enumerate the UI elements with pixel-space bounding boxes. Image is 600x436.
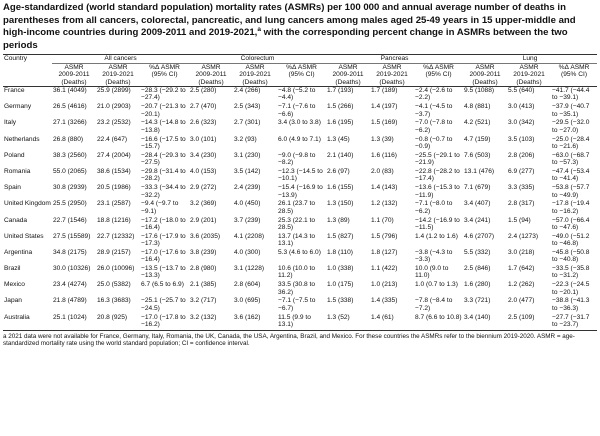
country-cell: United Kingdom xyxy=(4,200,51,208)
pct-change-cell: 1.4 (1.2 to 1.6) xyxy=(415,232,458,240)
pct-change-cell: −15.4 (−16.9 to −13.9) xyxy=(278,184,323,199)
table-header xyxy=(3,55,597,87)
pct-change-cell: −7.8 (−8.4 to −7.2) xyxy=(415,297,453,312)
pct-change-cell: −25.5 (−29.1 to −21.9) xyxy=(415,151,460,167)
asmr-cell: 1.0 (175) xyxy=(327,281,354,289)
asmr-cell: 3.8 (239) xyxy=(190,248,217,256)
asmr-cell: 20.5 (1986) xyxy=(97,184,131,192)
asmr-cell: 1.3 (52) xyxy=(326,314,370,331)
asmr-cell: 1.5 (94) xyxy=(508,216,531,224)
asmr-cell: 1.1 (422) xyxy=(371,265,398,273)
pct-change-cell: −9.0 (−9.8 to −8.2) xyxy=(278,151,316,167)
pct-change-cell: −17.0 (−17.6 to −16.4) xyxy=(141,248,186,264)
pct-change-cell: −57.0 (−66.4 to −47.6) xyxy=(552,216,590,231)
country-cell: Germany xyxy=(4,103,32,111)
asmr-cell: 3.5 (142) xyxy=(234,167,261,175)
pct-change-cell: −4.1 (−4.5 to −3.7) xyxy=(415,103,453,118)
asmr-cell: 9.5 (1088) xyxy=(464,87,495,94)
header-asmr: ASMR xyxy=(382,63,402,71)
asmr-cell: 2.7 (301) xyxy=(234,119,261,127)
pct-change-cell: −29.5 (−32.0 to −27.0) xyxy=(552,119,590,134)
asmr-cell: 2.4 (239) xyxy=(234,184,261,192)
pct-change-cell: −63.0 (−68.7 to −57.3) xyxy=(552,151,590,167)
header-blank xyxy=(140,79,189,87)
asmr-cell: 1.4 (61) xyxy=(370,314,414,331)
asmr-cell: 26.8 (880) xyxy=(53,135,84,143)
asmr-cell: 30.0 (10326) xyxy=(53,265,91,273)
asmr-cell: 1.0 (338) xyxy=(327,265,354,273)
pct-change-cell: −12.3 (−14.5 to −10.1) xyxy=(278,167,323,183)
header-pct-change: %Δ ASMR xyxy=(423,63,454,71)
asmr-cell: 2.5 (109) xyxy=(507,314,551,331)
country-cell: Canada xyxy=(4,216,28,224)
asmr-cell: 25.5 (2950) xyxy=(53,200,87,208)
asmr-cell: 1.4 (197) xyxy=(371,103,398,111)
asmr-cell: 3.4 (230) xyxy=(190,151,217,159)
asmr-cell: 3.0 (413) xyxy=(508,103,535,111)
pct-change-cell: −41.7 (−44.4 to −39.1) xyxy=(552,87,590,102)
header-deaths: (Deaths) xyxy=(233,79,277,87)
pct-change-cell: −7.0 (−7.8 to −6.2) xyxy=(415,119,453,134)
pct-change-cell: 13.7 (14.3 to 13.1) xyxy=(278,232,316,248)
pct-change-cell: 5.3 (4.6 to 6.0) xyxy=(278,248,321,256)
pct-change-cell: −47.4 (−53.4 to −41.4) xyxy=(552,167,590,183)
asmr-cell: 4.1 (2208) xyxy=(234,232,265,240)
header-blank xyxy=(414,79,463,87)
asmr-cell: 3.3 (335) xyxy=(508,184,535,192)
pct-change-cell: 3.4 (3.0 to 3.8) xyxy=(278,119,321,127)
header-pct-change: %Δ ASMR xyxy=(149,63,180,71)
asmr-cell: 2.5 (280) xyxy=(190,87,217,94)
country-cell: Australia xyxy=(3,314,52,331)
pct-change-cell: −4.8 (−5.2 to −4.4) xyxy=(278,87,316,102)
asmr-cell: 38.3 (2560) xyxy=(53,151,87,159)
pct-change-cell: −22.3 (−24.5 to −20.1) xyxy=(552,281,590,296)
header-period-2009-2011: 2009-2011 xyxy=(195,71,227,79)
country-cell: Argentina xyxy=(4,248,33,256)
pct-change-cell: −13.5 (−13.7 to −13.3) xyxy=(141,265,186,280)
asmr-cell: 1.7 (642) xyxy=(508,265,535,273)
table-title xyxy=(3,2,597,52)
asmr-cell: 1.3 (39) xyxy=(371,135,394,143)
pct-change-cell: −33.5 (−35.8 to −31.2) xyxy=(552,265,590,280)
asmr-cell: 3.2 (369) xyxy=(190,200,217,208)
pct-change-cell: −3.8 (−4.3 to −3.3) xyxy=(415,248,453,264)
country-cell: Poland xyxy=(4,151,25,159)
asmr-cell: 2.9 (272) xyxy=(190,184,217,192)
table-body xyxy=(3,87,597,331)
asmr-cell: 4.8 (881) xyxy=(464,103,491,111)
asmr-cell: 1.6 (155) xyxy=(327,184,354,192)
table-footnote: a 2021 data were not available for France, Germany, Italy, Romania, the UK, Canada, the USA, Argentina, Brazil, and Mexico. For these countries the ASMRs refer to the biennium 2019-2020. ASMR = age-standardized mortality rate using the world standard population; CI = confidence interval. xyxy=(3,332,575,348)
asmr-cell: 2.4 (266) xyxy=(234,87,261,94)
pct-change-cell: −17.0 (−17.8 to −16.2) xyxy=(140,314,189,331)
header-period-2009-2011: 2009-2011 xyxy=(332,71,364,79)
table-row xyxy=(3,184,597,200)
asmr-cell: 22.4 (647) xyxy=(97,135,128,143)
pct-change-cell: −38.8 (−41.3 to −36.3) xyxy=(552,297,590,312)
table-row xyxy=(3,168,597,184)
asmr-cell: 3.5 (103) xyxy=(508,135,535,143)
header-pct-change: %Δ ASMR xyxy=(286,63,317,71)
table-row xyxy=(3,281,597,297)
asmr-cell: 5.5 (640) xyxy=(508,87,535,94)
asmr-cell: 18.8 (1216) xyxy=(97,216,131,224)
asmr-cell: 1.5 (169) xyxy=(371,119,398,127)
pct-change-cell: −14.2 (−16.9 to −11.5) xyxy=(415,216,460,231)
asmr-cell: 21.0 (2903) xyxy=(97,103,131,111)
asmr-cell: 23.4 (4274) xyxy=(53,281,87,289)
pct-change-cell: 26.1 (23.7 to 28.5) xyxy=(278,200,316,215)
asmr-cell: 23.2 (2532) xyxy=(97,119,131,127)
header-pct-change: %Δ ASMR xyxy=(558,63,590,71)
pct-change-cell: −25.0 (−28.4 to −21.6) xyxy=(552,135,590,150)
header-row-measures xyxy=(3,63,597,71)
asmr-cell: 3.0 (101) xyxy=(190,135,217,143)
asmr-cell: 1.3 (45) xyxy=(327,135,350,143)
country-cell: Spain xyxy=(4,184,21,192)
pct-change-cell: 1.0 (0.7 to 1.3) xyxy=(415,281,458,289)
header-period-2019-2021: 2019-2021 xyxy=(513,71,545,79)
asmr-cell: 3.3 (721) xyxy=(464,297,491,305)
header-period-2019-2021: 2019-2021 xyxy=(376,71,408,79)
pct-change-cell: −17.2 (−18.0 to −16.4) xyxy=(141,216,186,231)
pct-change-cell: −25.1 (−25.7 to −24.5) xyxy=(141,297,186,312)
pct-change-cell: 6.7 (6.5 to 6.9) xyxy=(141,281,184,289)
table-row xyxy=(3,87,597,104)
asmr-cell: 4.7 (159) xyxy=(464,135,491,143)
asmr-cell: 20.8 (925) xyxy=(96,314,140,331)
asmr-cell: 4.6 (2707) xyxy=(464,232,495,240)
header-blank xyxy=(3,63,52,71)
table-row xyxy=(3,233,597,249)
asmr-cell: 2.5 (846) xyxy=(464,265,491,273)
pct-change-cell: −17.6 (−17.9 to −17.3) xyxy=(141,232,186,248)
header-deaths: (Deaths) xyxy=(326,79,370,87)
asmr-cell: 3.6 (2035) xyxy=(190,232,221,240)
country-cell: Netherlands xyxy=(4,135,40,143)
asmr-cell: 1.6 (195) xyxy=(327,119,354,127)
asmr-cell: 4.0 (300) xyxy=(234,248,261,256)
asmr-cell: 3.0 (342) xyxy=(508,119,535,127)
header-group-all-cancers: All cancers xyxy=(52,55,189,63)
header-blank xyxy=(277,79,326,87)
header-ci: (95% CI) xyxy=(425,71,452,79)
asmr-cell: 3.2 (132) xyxy=(189,314,233,331)
country-cell: Brazil xyxy=(4,265,21,273)
country-cell: Mexico xyxy=(4,281,25,289)
asmr-cell: 2.8 (604) xyxy=(234,281,261,289)
header-ci: (95% CI) xyxy=(288,71,315,79)
asmr-cell: 1.7 (193) xyxy=(327,87,354,94)
header-group-pancreas: Pancreas xyxy=(326,55,463,63)
table-row xyxy=(3,103,597,119)
asmr-cell: 2.0 (477) xyxy=(508,297,535,305)
table-row xyxy=(3,136,597,152)
asmr-cell: 21.8 (4789) xyxy=(53,297,87,305)
pct-change-cell: −7.1 (−7.5 to −6.7) xyxy=(278,297,316,312)
pct-change-cell: 25.3 (22.1 to 28.5) xyxy=(278,216,316,231)
asmr-cell: 3.1 (1228) xyxy=(234,265,265,273)
asmr-cell: 2.6 (323) xyxy=(190,119,217,127)
country-cell: Japan xyxy=(4,297,22,305)
asmr-cell: 1.2 (132) xyxy=(371,200,398,208)
asmr-cell: 28.9 (2157) xyxy=(97,248,131,256)
country-cell: Italy xyxy=(4,119,17,127)
asmr-cell: 2.8 (206) xyxy=(508,151,535,159)
asmr-cell: 1.8 (110) xyxy=(327,248,353,256)
asmr-cell: 3.2 (717) xyxy=(190,297,217,305)
asmr-cell: 13.1 (476) xyxy=(464,167,495,175)
asmr-cell: 27.4 (2004) xyxy=(97,151,131,159)
asmr-cell: 1.1 (70) xyxy=(371,216,394,224)
header-period-2009-2011: 2009-2011 xyxy=(469,71,501,79)
asmr-cell: 27.1 (3266) xyxy=(53,119,87,127)
header-asmr: ASMR xyxy=(475,63,495,71)
pct-change-cell: −13.6 (−15.3 to −11.9) xyxy=(415,184,460,199)
table-row xyxy=(3,217,597,233)
asmr-cell: 1.5 (338) xyxy=(327,297,354,305)
asmr-cell: 1.6 (116) xyxy=(371,151,397,159)
header-asmr: ASMR xyxy=(519,63,539,71)
asmr-cell: 4.2 (521) xyxy=(464,119,491,127)
asmr-cell: 1.6 (280) xyxy=(464,281,491,289)
country-cell: Romania xyxy=(4,167,31,175)
asmr-cell: 1.5 (827) xyxy=(327,232,354,240)
pct-change-cell: −45.8 (−50.8 to −40.8) xyxy=(552,248,590,264)
header-group-lung: Lung xyxy=(463,55,597,63)
asmr-cell: 38.6 (1534) xyxy=(97,167,131,175)
pct-change-cell: −20.7 (−21.3 to −20.1) xyxy=(141,103,186,118)
asmr-cell: 3.4 (140) xyxy=(463,314,507,331)
table-row xyxy=(3,200,597,216)
asmr-cell: 1.2 (262) xyxy=(508,281,535,289)
asmr-cell: 3.7 (239) xyxy=(234,216,261,224)
asmr-cell: 3.2 (93) xyxy=(234,135,257,143)
pct-change-cell: 11.5 (9.9 to 13.1) xyxy=(277,314,326,331)
mortality-table xyxy=(3,54,597,330)
header-period-2019-2021: 2019-2021 xyxy=(102,71,134,79)
table-row xyxy=(3,249,597,265)
asmr-cell: 36.1 (4049) xyxy=(53,87,87,94)
asmr-cell: 30.8 (2939) xyxy=(53,184,87,192)
header-country: Country xyxy=(3,55,52,63)
asmr-cell: 5.5 (332) xyxy=(464,248,491,256)
asmr-cell: 6.9 (277) xyxy=(508,167,535,175)
pct-change-cell: −22.8 (−28.2 to −17.4) xyxy=(415,167,460,183)
header-deaths: (Deaths) xyxy=(96,79,140,87)
pct-change-cell: −29.8 (−31.4 to −28.2) xyxy=(141,167,186,183)
pct-change-cell: 10.6 (10.0 to 11.2) xyxy=(278,265,316,280)
header-period-2009-2011: 2009-2011 xyxy=(58,71,90,79)
asmr-cell: 2.1 (140) xyxy=(327,151,354,159)
asmr-cell: 3.1 (230) xyxy=(234,151,261,159)
asmr-cell: 1.4 (143) xyxy=(371,184,398,192)
table-row xyxy=(3,297,597,313)
header-deaths: (Deaths) xyxy=(463,79,507,87)
pct-change-cell: −14.3 (−14.8 to −13.8) xyxy=(141,119,186,134)
asmr-cell: 2.5 (343) xyxy=(234,103,261,111)
asmr-cell: 2.6 (97) xyxy=(327,167,350,175)
header-asmr: ASMR xyxy=(201,63,221,71)
header-row-periods xyxy=(3,71,597,78)
pct-change-cell: 10.0 (9.0 to 11.0) xyxy=(415,265,449,280)
header-deaths: (Deaths) xyxy=(507,79,551,87)
asmr-cell: 1.8 (127) xyxy=(371,248,398,256)
table-row xyxy=(3,152,597,168)
asmr-cell: 16.3 (3683) xyxy=(97,297,131,305)
pct-change-cell: −37.9 (−40.7 to −35.1) xyxy=(552,103,590,118)
header-asmr: ASMR xyxy=(64,63,84,71)
table-row xyxy=(3,265,597,281)
table-row xyxy=(3,119,597,135)
country-cell: France xyxy=(4,87,25,94)
asmr-cell: 27.5 (15589) xyxy=(53,232,91,240)
header-ci: (95% CI) xyxy=(151,71,178,79)
pct-change-cell: 8.7 (6.6 to 10.8) xyxy=(414,314,463,331)
header-deaths: (Deaths) xyxy=(52,79,96,87)
pct-change-cell: −2.4 (−2.6 to −2.2) xyxy=(415,87,453,102)
asmr-cell: 1.0 (213) xyxy=(371,281,398,289)
country-cell: United States xyxy=(4,232,44,240)
asmr-cell: 2.1 (385) xyxy=(190,281,217,289)
asmr-cell: 1.4 (335) xyxy=(371,297,398,305)
asmr-cell: 3.6 (162) xyxy=(233,314,277,331)
title-text-tail: with the corresponding percent change in ASMRs between the two periods xyxy=(3,27,568,51)
pct-change-cell: −16.6 (−17.5 to −15.7) xyxy=(141,135,186,150)
asmr-cell: 1.3 (150) xyxy=(327,200,354,208)
asmr-cell: 23.1 (2587) xyxy=(97,200,131,208)
table-row xyxy=(3,314,597,331)
header-blank xyxy=(3,79,52,87)
asmr-cell: 3.4 (241) xyxy=(464,216,491,224)
asmr-cell: 22.7 (12332) xyxy=(97,232,135,240)
asmr-cell: 26.5 (4616) xyxy=(53,103,87,111)
pct-change-cell: −9.4 (−9.7 to −9.1) xyxy=(141,200,179,215)
asmr-cell: 7.1 (679) xyxy=(464,184,491,192)
pct-change-cell: −28.3 (−29.2 to −27.4) xyxy=(141,87,186,102)
asmr-cell: 25.9 (2899) xyxy=(97,87,131,94)
asmr-cell: 34.8 (2175) xyxy=(53,248,87,256)
pct-change-cell: −27.7 (−31.7 to −23.7) xyxy=(551,314,597,331)
pct-change-cell: −53.8 (−57.7 to −49.9) xyxy=(552,184,590,199)
pct-change-cell: −49.0 (−51.2 to −46.8) xyxy=(552,232,590,248)
pct-change-cell: −28.4 (−29.3 to −27.5) xyxy=(141,151,186,167)
asmr-cell: 2.9 (201) xyxy=(190,216,217,224)
asmr-cell: 2.8 (317) xyxy=(508,200,535,208)
asmr-cell: 2.0 (83) xyxy=(371,167,394,175)
asmr-cell: 2.7 (470) xyxy=(190,103,217,111)
header-asmr: ASMR xyxy=(338,63,358,71)
header-period-2019-2021: 2019-2021 xyxy=(239,71,271,79)
header-ci: (95% CI) xyxy=(561,71,588,79)
pct-change-cell: 33.5 (30.8 to 36.2) xyxy=(278,281,316,296)
asmr-cell: 4.0 (153) xyxy=(190,167,217,175)
header-deaths: (Deaths) xyxy=(189,79,233,87)
asmr-cell: 25.0 (5382) xyxy=(97,281,131,289)
asmr-cell: 1.5 (796) xyxy=(371,232,398,240)
header-deaths: (Deaths) xyxy=(370,79,414,87)
header-asmr: ASMR xyxy=(245,63,265,71)
asmr-cell: 55.0 (2065) xyxy=(53,167,87,175)
pct-change-cell: −17.8 (−19.4 to −16.2) xyxy=(552,200,590,215)
header-blank xyxy=(3,71,52,78)
pct-change-cell: 6.0 (4.9 to 7.1) xyxy=(278,135,321,143)
pct-change-cell: −7.1 (−7.6 to −6.6) xyxy=(278,103,316,118)
asmr-cell: 1.3 (89) xyxy=(327,216,350,224)
asmr-cell: 1.5 (266) xyxy=(327,103,354,111)
pct-change-cell: −7.1 (−8.0 to −6.2) xyxy=(415,200,453,215)
asmr-cell: 3.0 (218) xyxy=(508,248,535,256)
asmr-cell: 22.7 (1546) xyxy=(53,216,87,224)
asmr-cell: 7.6 (503) xyxy=(464,151,491,159)
header-blank xyxy=(551,79,597,87)
asmr-cell: 4.0 (450) xyxy=(234,200,261,208)
header-asmr: ASMR xyxy=(108,63,128,71)
header-row-groups xyxy=(3,55,597,63)
asmr-cell: 2.4 (1273) xyxy=(508,232,539,240)
pct-change-cell: −0.8 (−0.7 to −0.9) xyxy=(415,135,453,150)
asmr-cell: 25.1 (1024) xyxy=(52,314,96,331)
header-group-colorectum: Colorectum xyxy=(189,55,326,63)
pct-change-cell: −33.3 (−34.4 to −32.2) xyxy=(141,184,186,199)
asmr-cell: 3.4 (407) xyxy=(464,200,491,208)
asmr-cell: 3.0 (695) xyxy=(234,297,261,305)
title-footnote-marker: a xyxy=(257,26,261,33)
header-row-deaths xyxy=(3,79,597,87)
asmr-cell: 2.8 (980) xyxy=(190,265,217,273)
asmr-cell: 26.0 (10096) xyxy=(97,265,135,273)
title-text: Age-standardized (world standard population) mortality rates (ASMRs) per 100 000 and annual average number of deaths in parentheses from all cancers, colorectal, pancreatic, and lung cancers among males aged 25-49 years in 15 upper-middle and high-income countries during 2009-2011 and 2019-2021, xyxy=(3,2,576,39)
asmr-cell: 1.7 (189) xyxy=(371,87,398,94)
